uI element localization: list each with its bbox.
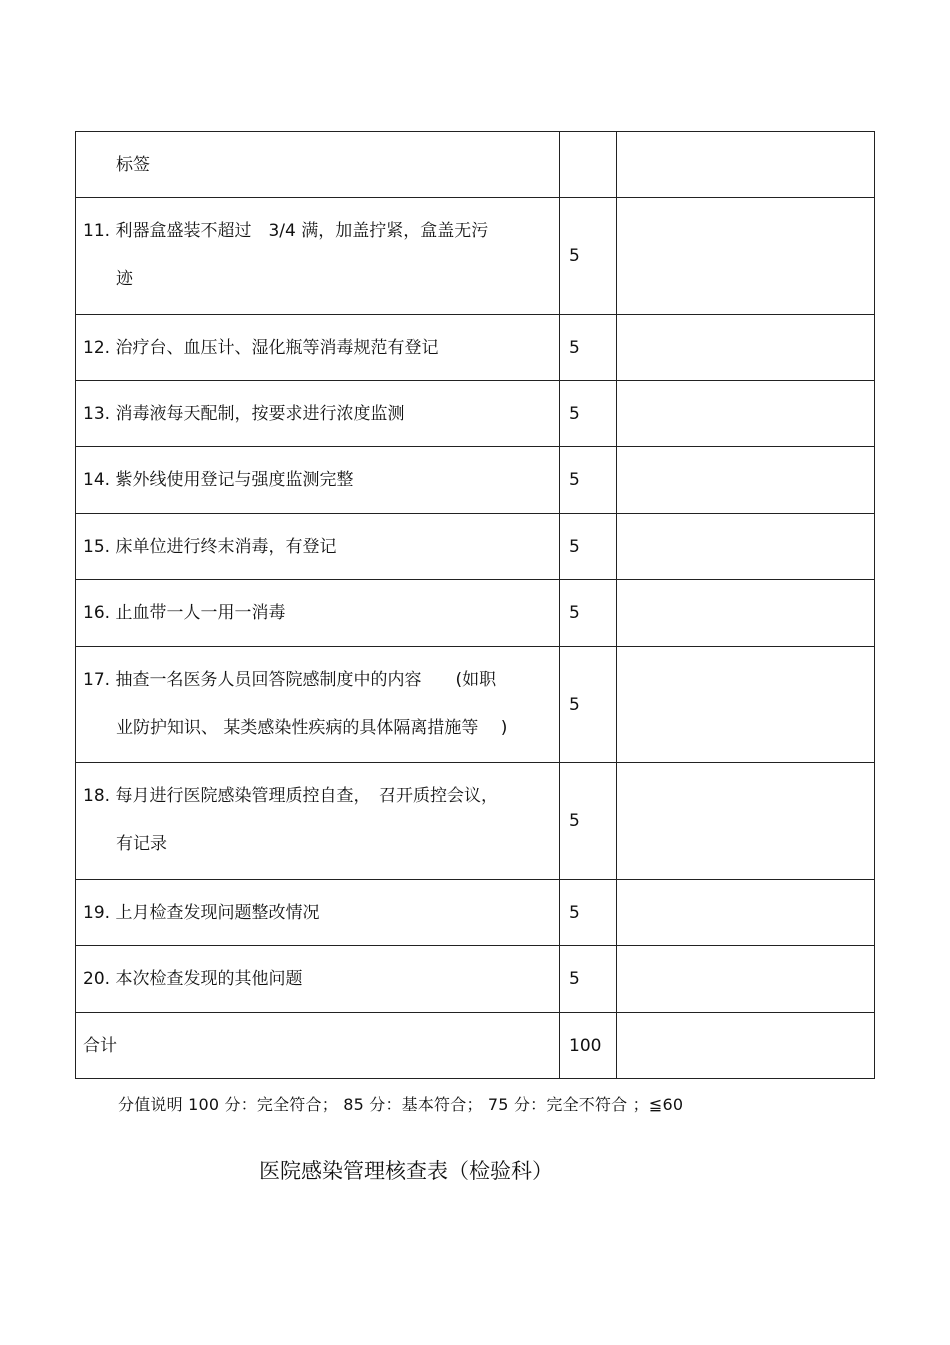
table-row	[76, 514, 875, 580]
table-row	[76, 315, 875, 381]
score-cell: 5	[560, 381, 617, 447]
score-cell: 5	[560, 580, 617, 647]
score-note: 分值说明 100 分：完全符合； 85 分：基本符合； 75 分：完全不符合 ；≦60	[118, 1095, 684, 1114]
item-text: 18. 每月进行医院感染管理质控自查， 召开质控会议，	[83, 786, 498, 806]
table-row	[76, 447, 875, 514]
item-cell	[76, 763, 560, 880]
score-cell: 5	[560, 315, 617, 381]
item-text: 标签	[116, 155, 150, 175]
item-text: 16. 止血带一人一用一消毒	[83, 603, 286, 623]
item-text: 有记录	[116, 834, 167, 854]
item-cell	[76, 580, 560, 647]
result-cell	[617, 580, 875, 647]
result-cell	[617, 315, 875, 381]
result-cell	[617, 763, 875, 880]
item-text: 19. 上月检查发现问题整改情况	[83, 903, 320, 923]
table-row	[76, 1013, 875, 1079]
item-cell	[76, 381, 560, 447]
result-cell	[617, 880, 875, 946]
score-cell: 5	[560, 198, 617, 315]
item-cell	[76, 315, 560, 381]
table-row	[76, 381, 875, 447]
item-text: 迹	[116, 269, 133, 289]
table-row	[76, 198, 875, 315]
score-cell: 5	[560, 647, 617, 763]
score-cell: 5	[560, 880, 617, 946]
item-text: 17. 抽查一名医务人员回答院感制度中的内容 (如职	[83, 670, 497, 690]
result-cell	[617, 514, 875, 580]
inspection-table	[75, 131, 875, 1079]
result-cell	[617, 946, 875, 1013]
table-row	[76, 132, 875, 198]
item-text: 13. 消毒液每天配制，按要求进行浓度监测	[83, 404, 405, 424]
result-cell	[617, 647, 875, 763]
item-text: 15. 床单位进行终末消毒，有登记	[83, 537, 337, 557]
table-row	[76, 763, 875, 880]
item-text: 合计	[83, 1036, 117, 1056]
result-cell	[617, 132, 875, 198]
score-cell: 5	[560, 763, 617, 880]
table-row	[76, 580, 875, 647]
result-cell	[617, 198, 875, 315]
result-cell	[617, 447, 875, 514]
item-text: 14. 紫外线使用登记与强度监测完整	[83, 470, 354, 490]
score-cell: 100	[560, 1013, 617, 1079]
score-cell: 5	[560, 946, 617, 1013]
item-text: 业防护知识、 某类感染性疾病的具体隔离措施等 )	[116, 718, 508, 738]
table-row	[76, 647, 875, 763]
item-cell	[76, 447, 560, 514]
item-cell	[76, 198, 560, 315]
item-cell	[76, 880, 560, 946]
item-cell	[76, 132, 560, 198]
score-cell	[560, 132, 617, 198]
item-cell	[76, 647, 560, 763]
item-cell	[76, 514, 560, 580]
item-text: 11. 利器盒盛装不超过 3/4 满，加盖拧紧，盒盖无污	[83, 221, 489, 241]
item-text: 12. 治疗台、血压计、湿化瓶等消毒规范有登记	[83, 338, 439, 358]
next-table-title: 医院感染管理核查表（检验科）	[259, 1159, 553, 1183]
score-cell: 5	[560, 447, 617, 514]
result-cell	[617, 1013, 875, 1079]
item-text: 20. 本次检查发现的其他问题	[83, 969, 303, 989]
item-cell	[76, 946, 560, 1013]
table-row	[76, 946, 875, 1013]
item-cell	[76, 1013, 560, 1079]
result-cell	[617, 381, 875, 447]
score-cell: 5	[560, 514, 617, 580]
inspection-table-body	[76, 132, 875, 1079]
table-row	[76, 880, 875, 946]
